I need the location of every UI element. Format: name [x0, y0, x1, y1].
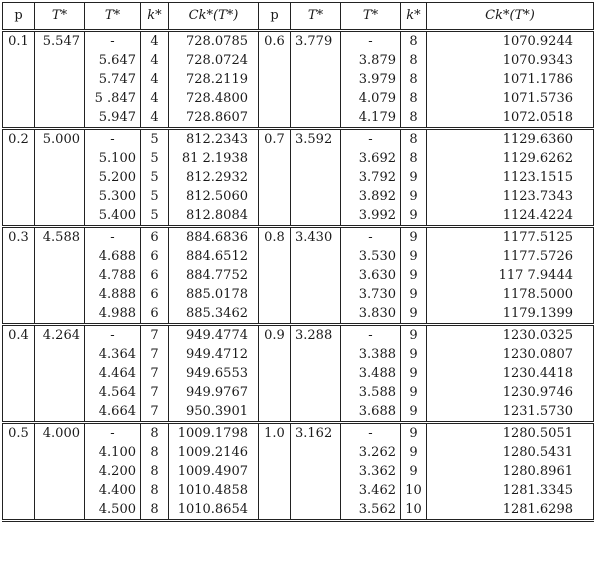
cell-p-left	[3, 89, 35, 108]
cell-t-base-right	[291, 345, 341, 364]
cell-k-star-left: 8	[141, 423, 169, 444]
cell-k-star-right: 9	[401, 206, 427, 227]
cell-k-star-left: 8	[141, 443, 169, 462]
cell-cost-left: 728.0785	[169, 31, 259, 52]
cell-cost-left: 812.8084	[169, 206, 259, 227]
table-row	[3, 364, 594, 383]
cell-p-right: 0.7	[259, 129, 291, 150]
cell-t-base-left: 4.588	[35, 227, 85, 248]
cell-cost-left: 728.0724	[169, 51, 259, 70]
table-header	[3, 3, 594, 31]
cell-t-base-right	[291, 364, 341, 383]
cell-t-base-right	[291, 206, 341, 227]
cell-cost-right: 1178.5000	[427, 285, 594, 304]
cell-p-right	[259, 481, 291, 500]
cell-t-base-right	[291, 500, 341, 521]
cell-cost-right: 1230.9746	[427, 383, 594, 402]
cell-t-base-left	[35, 51, 85, 70]
cell-p-right	[259, 345, 291, 364]
cell-p-left	[3, 108, 35, 129]
cell-cost-right: 1280.5051	[427, 423, 594, 444]
cell-k-star-right: 9	[401, 462, 427, 481]
cell-t-star-left: 4.688	[85, 247, 141, 266]
cell-p-right: 0.6	[259, 31, 291, 52]
cell-p-right: 0.8	[259, 227, 291, 248]
cell-t-base-right	[291, 187, 341, 206]
cell-cost-left: 884.7752	[169, 266, 259, 285]
table-row	[3, 443, 594, 462]
cell-p-left	[3, 206, 35, 227]
cell-cost-right: 1123.7343	[427, 187, 594, 206]
cell-cost-right: 117 7.9444	[427, 266, 594, 285]
table-row	[3, 51, 594, 70]
cell-t-base-left	[35, 70, 85, 89]
cell-t-base-right	[291, 266, 341, 285]
cell-k-star-right: 9	[401, 187, 427, 206]
header-t-star-base-left: T*	[35, 3, 85, 31]
cell-p-right	[259, 443, 291, 462]
cell-p-right	[259, 462, 291, 481]
cell-cost-right: 1124.4224	[427, 206, 594, 227]
cell-k-star-left: 7	[141, 402, 169, 423]
cell-cost-left: 950.3901	[169, 402, 259, 423]
cell-t-star-right: 3.530	[341, 247, 401, 266]
cell-k-star-right: 10	[401, 481, 427, 500]
cell-t-star-left: -	[85, 325, 141, 346]
cell-t-base-right	[291, 443, 341, 462]
cell-t-base-right: 3.162	[291, 423, 341, 444]
cell-t-base-right	[291, 402, 341, 423]
cell-t-base-left	[35, 481, 85, 500]
cell-p-right	[259, 247, 291, 266]
cell-t-star-right: 3.262	[341, 443, 401, 462]
cell-cost-right: 1070.9343	[427, 51, 594, 70]
cell-p-left	[3, 149, 35, 168]
header-p-left: p	[3, 3, 35, 31]
cell-t-star-right: 3.879	[341, 51, 401, 70]
cell-k-star-left: 6	[141, 227, 169, 248]
cell-cost-left: 1009.1798	[169, 423, 259, 444]
cell-t-star-left: 4.988	[85, 304, 141, 325]
cell-p-left	[3, 345, 35, 364]
cell-cost-right: 1129.6262	[427, 149, 594, 168]
table-row	[3, 247, 594, 266]
cell-t-base-left	[35, 108, 85, 129]
cell-cost-left: 1010.4858	[169, 481, 259, 500]
cell-cost-left: 949.9767	[169, 383, 259, 402]
cell-p-left: 0.5	[3, 423, 35, 444]
cell-t-base-left	[35, 345, 85, 364]
cell-t-base-left	[35, 402, 85, 423]
cell-t-star-right: 3.730	[341, 285, 401, 304]
cell-p-left: 0.4	[3, 325, 35, 346]
cell-k-star-right: 9	[401, 227, 427, 248]
cell-cost-left: 1010.8654	[169, 500, 259, 521]
cell-t-star-right: 3.692	[341, 149, 401, 168]
cell-t-base-left	[35, 247, 85, 266]
cell-cost-left: 728.8607	[169, 108, 259, 129]
cell-t-star-right: 3.462	[341, 481, 401, 500]
header-t-star-right: T*	[341, 3, 401, 31]
cell-k-star-left: 6	[141, 285, 169, 304]
cell-k-star-right: 9	[401, 383, 427, 402]
cell-k-star-left: 6	[141, 247, 169, 266]
cell-t-star-left: 4.564	[85, 383, 141, 402]
cell-t-star-left: 5 .847	[85, 89, 141, 108]
table-row	[3, 187, 594, 206]
cell-k-star-left: 7	[141, 383, 169, 402]
cell-k-star-right: 8	[401, 108, 427, 129]
cell-cost-left: 1009.2146	[169, 443, 259, 462]
header-t-star-left: T*	[85, 3, 141, 31]
cell-cost-right: 1123.1515	[427, 168, 594, 187]
cell-t-base-left: 5.547	[35, 31, 85, 52]
cell-k-star-left: 8	[141, 481, 169, 500]
cell-t-base-left	[35, 187, 85, 206]
cell-cost-right: 1230.0807	[427, 345, 594, 364]
cell-p-left	[3, 247, 35, 266]
cell-p-right	[259, 383, 291, 402]
cell-t-base-right: 3.288	[291, 325, 341, 346]
cell-k-star-right: 9	[401, 266, 427, 285]
table-row	[3, 500, 594, 521]
cell-t-star-left: 4.464	[85, 364, 141, 383]
cell-k-star-left: 4	[141, 31, 169, 52]
cell-t-base-right: 3.592	[291, 129, 341, 150]
cell-p-left	[3, 168, 35, 187]
cell-p-left	[3, 51, 35, 70]
cell-t-base-right	[291, 383, 341, 402]
cell-p-right	[259, 304, 291, 325]
cell-p-right	[259, 108, 291, 129]
cell-k-star-right: 9	[401, 168, 427, 187]
header-cost-right: Ck*(T*)	[427, 3, 594, 31]
cell-cost-left: 949.4774	[169, 325, 259, 346]
cell-t-star-left: 5.300	[85, 187, 141, 206]
cell-cost-left: 728.2119	[169, 70, 259, 89]
cell-cost-left: 949.6553	[169, 364, 259, 383]
cell-t-base-left	[35, 500, 85, 521]
table-row	[3, 266, 594, 285]
cell-t-star-left: -	[85, 423, 141, 444]
cell-t-star-left: 4.200	[85, 462, 141, 481]
cell-p-left	[3, 402, 35, 423]
cell-k-star-left: 5	[141, 187, 169, 206]
cell-p-left	[3, 187, 35, 206]
table-row	[3, 345, 594, 364]
cell-t-star-right: -	[341, 227, 401, 248]
cell-p-right	[259, 168, 291, 187]
cell-k-star-left: 5	[141, 149, 169, 168]
cell-k-star-left: 4	[141, 51, 169, 70]
cell-p-right	[259, 51, 291, 70]
cell-t-base-right: 3.430	[291, 227, 341, 248]
cell-k-star-right: 9	[401, 247, 427, 266]
table-row	[3, 129, 594, 150]
table-row	[3, 383, 594, 402]
cell-t-base-left	[35, 168, 85, 187]
cell-t-star-right: 3.562	[341, 500, 401, 521]
table-row	[3, 285, 594, 304]
table-row	[3, 108, 594, 129]
cell-k-star-left: 4	[141, 70, 169, 89]
cell-t-star-left: 4.100	[85, 443, 141, 462]
table-row	[3, 89, 594, 108]
cell-cost-left: 81 2.1938	[169, 149, 259, 168]
cell-p-right: 1.0	[259, 423, 291, 444]
table-row	[3, 402, 594, 423]
table-body	[3, 31, 594, 521]
cell-k-star-right: 8	[401, 70, 427, 89]
cell-k-star-left: 4	[141, 89, 169, 108]
cell-k-star-right: 9	[401, 345, 427, 364]
cell-t-star-right: 3.362	[341, 462, 401, 481]
cell-p-right	[259, 187, 291, 206]
cell-p-right	[259, 149, 291, 168]
cell-t-star-right: 3.992	[341, 206, 401, 227]
cell-t-base-right	[291, 108, 341, 129]
cell-cost-left: 884.6836	[169, 227, 259, 248]
cell-t-base-left	[35, 266, 85, 285]
cell-p-left	[3, 481, 35, 500]
header-row	[3, 3, 594, 31]
cell-t-star-right: 3.792	[341, 168, 401, 187]
cell-t-base-left	[35, 383, 85, 402]
results-table	[2, 2, 594, 522]
cell-p-right	[259, 70, 291, 89]
cell-p-left	[3, 443, 35, 462]
cell-t-base-right	[291, 149, 341, 168]
cell-p-right	[259, 285, 291, 304]
header-cost-left: Ck*(T*)	[169, 3, 259, 31]
cell-p-left	[3, 285, 35, 304]
cell-t-star-left: 4.400	[85, 481, 141, 500]
cell-k-star-left: 7	[141, 345, 169, 364]
cell-p-right	[259, 500, 291, 521]
cell-p-right	[259, 364, 291, 383]
cell-cost-right: 1177.5726	[427, 247, 594, 266]
cell-cost-right: 1280.8961	[427, 462, 594, 481]
table-row	[3, 70, 594, 89]
table-row	[3, 227, 594, 248]
cell-k-star-right: 8	[401, 129, 427, 150]
cell-cost-right: 1072.0518	[427, 108, 594, 129]
cell-cost-right: 1179.1399	[427, 304, 594, 325]
cell-t-star-right: 3.979	[341, 70, 401, 89]
cell-t-base-left: 4.000	[35, 423, 85, 444]
cell-t-star-left: 4.788	[85, 266, 141, 285]
cell-t-base-left	[35, 364, 85, 383]
cell-k-star-right: 9	[401, 285, 427, 304]
cell-t-star-left: -	[85, 227, 141, 248]
cell-p-right: 0.9	[259, 325, 291, 346]
cell-cost-right: 1070.9244	[427, 31, 594, 52]
cell-t-base-right	[291, 247, 341, 266]
cell-k-star-right: 8	[401, 149, 427, 168]
cell-k-star-right: 9	[401, 402, 427, 423]
table-row	[3, 31, 594, 52]
cell-t-star-right: 3.892	[341, 187, 401, 206]
cell-p-left	[3, 304, 35, 325]
cell-k-star-left: 5	[141, 168, 169, 187]
cell-cost-right: 1071.5736	[427, 89, 594, 108]
cell-t-star-right: 3.488	[341, 364, 401, 383]
cell-t-star-right: -	[341, 129, 401, 150]
cell-t-star-right: 3.688	[341, 402, 401, 423]
table-row	[3, 206, 594, 227]
cell-t-star-right: -	[341, 31, 401, 52]
cell-k-star-right: 9	[401, 325, 427, 346]
cell-cost-right: 1281.6298	[427, 500, 594, 521]
cell-p-left	[3, 500, 35, 521]
cell-t-base-right	[291, 70, 341, 89]
cell-p-left	[3, 364, 35, 383]
cell-t-star-left: 4.500	[85, 500, 141, 521]
cell-t-star-right: 3.588	[341, 383, 401, 402]
cell-k-star-left: 6	[141, 266, 169, 285]
cell-t-base-left	[35, 462, 85, 481]
cell-t-star-left: 4.364	[85, 345, 141, 364]
cell-k-star-left: 7	[141, 325, 169, 346]
cell-k-star-right: 8	[401, 89, 427, 108]
cell-p-right	[259, 206, 291, 227]
cell-t-star-right: -	[341, 325, 401, 346]
cell-t-star-right: -	[341, 423, 401, 444]
table-row	[3, 168, 594, 187]
cell-cost-left: 1009.4907	[169, 462, 259, 481]
table-row	[3, 423, 594, 444]
cell-t-star-right: 3.388	[341, 345, 401, 364]
cell-t-base-right	[291, 462, 341, 481]
cell-t-star-left: 5.400	[85, 206, 141, 227]
cell-t-star-left: -	[85, 31, 141, 52]
cell-k-star-right: 10	[401, 500, 427, 521]
cell-t-base-right	[291, 285, 341, 304]
cell-t-base-left	[35, 285, 85, 304]
cell-cost-right: 1230.4418	[427, 364, 594, 383]
cell-p-right	[259, 266, 291, 285]
cell-t-base-left: 5.000	[35, 129, 85, 150]
cell-k-star-left: 4	[141, 108, 169, 129]
cell-t-star-left: 4.888	[85, 285, 141, 304]
cell-cost-right: 1177.5125	[427, 227, 594, 248]
cell-k-star-right: 9	[401, 364, 427, 383]
cell-k-star-left: 5	[141, 206, 169, 227]
cell-k-star-left: 8	[141, 500, 169, 521]
cell-p-left: 0.1	[3, 31, 35, 52]
cell-t-star-left: -	[85, 129, 141, 150]
cell-cost-left: 812.2343	[169, 129, 259, 150]
cell-cost-right: 1280.5431	[427, 443, 594, 462]
results-table-frame	[2, 2, 593, 583]
header-t-star-base-right: T*	[291, 3, 341, 31]
cell-t-base-right	[291, 89, 341, 108]
cell-t-star-right: 4.179	[341, 108, 401, 129]
cell-cost-right: 1281.3345	[427, 481, 594, 500]
cell-t-base-right	[291, 51, 341, 70]
cell-cost-left: 728.4800	[169, 89, 259, 108]
cell-t-star-right: 3.830	[341, 304, 401, 325]
cell-t-base-right: 3.779	[291, 31, 341, 52]
cell-cost-left: 884.6512	[169, 247, 259, 266]
table-row	[3, 304, 594, 325]
cell-p-left	[3, 462, 35, 481]
cell-k-star-right: 9	[401, 443, 427, 462]
cell-t-star-right: 3.630	[341, 266, 401, 285]
cell-cost-right: 1231.5730	[427, 402, 594, 423]
cell-k-star-left: 6	[141, 304, 169, 325]
cell-t-star-left: 5.100	[85, 149, 141, 168]
cell-t-star-left: 5.647	[85, 51, 141, 70]
cell-t-base-right	[291, 481, 341, 500]
cell-k-star-right: 8	[401, 51, 427, 70]
cell-k-star-left: 7	[141, 364, 169, 383]
cell-p-right	[259, 402, 291, 423]
cell-t-star-left: 5.200	[85, 168, 141, 187]
cell-cost-right: 1230.0325	[427, 325, 594, 346]
cell-p-left	[3, 383, 35, 402]
cell-t-base-right	[291, 304, 341, 325]
cell-t-base-left	[35, 206, 85, 227]
cell-t-base-left	[35, 89, 85, 108]
cell-t-star-left: 5.947	[85, 108, 141, 129]
table-row	[3, 325, 594, 346]
cell-p-left	[3, 266, 35, 285]
table-row	[3, 462, 594, 481]
header-k-star-left: k*	[141, 3, 169, 31]
cell-p-left: 0.2	[3, 129, 35, 150]
header-p-right: p	[259, 3, 291, 31]
table-row	[3, 149, 594, 168]
cell-cost-right: 1071.1786	[427, 70, 594, 89]
cell-cost-left: 812.5060	[169, 187, 259, 206]
cell-t-base-left	[35, 304, 85, 325]
cell-t-base-right	[291, 168, 341, 187]
cell-cost-left: 885.0178	[169, 285, 259, 304]
cell-t-base-left	[35, 443, 85, 462]
cell-t-star-left: 5.747	[85, 70, 141, 89]
cell-t-star-left: 4.664	[85, 402, 141, 423]
cell-t-star-right: 4.079	[341, 89, 401, 108]
cell-p-right	[259, 89, 291, 108]
cell-cost-right: 1129.6360	[427, 129, 594, 150]
cell-k-star-right: 9	[401, 304, 427, 325]
cell-cost-left: 949.4712	[169, 345, 259, 364]
cell-p-left	[3, 70, 35, 89]
cell-k-star-left: 8	[141, 462, 169, 481]
cell-k-star-right: 8	[401, 31, 427, 52]
cell-p-left: 0.3	[3, 227, 35, 248]
table-row	[3, 481, 594, 500]
cell-cost-left: 812.2932	[169, 168, 259, 187]
cell-t-base-left	[35, 149, 85, 168]
cell-k-star-right: 9	[401, 423, 427, 444]
cell-t-base-left: 4.264	[35, 325, 85, 346]
header-k-star-right: k*	[401, 3, 427, 31]
cell-cost-left: 885.3462	[169, 304, 259, 325]
cell-k-star-left: 5	[141, 129, 169, 150]
